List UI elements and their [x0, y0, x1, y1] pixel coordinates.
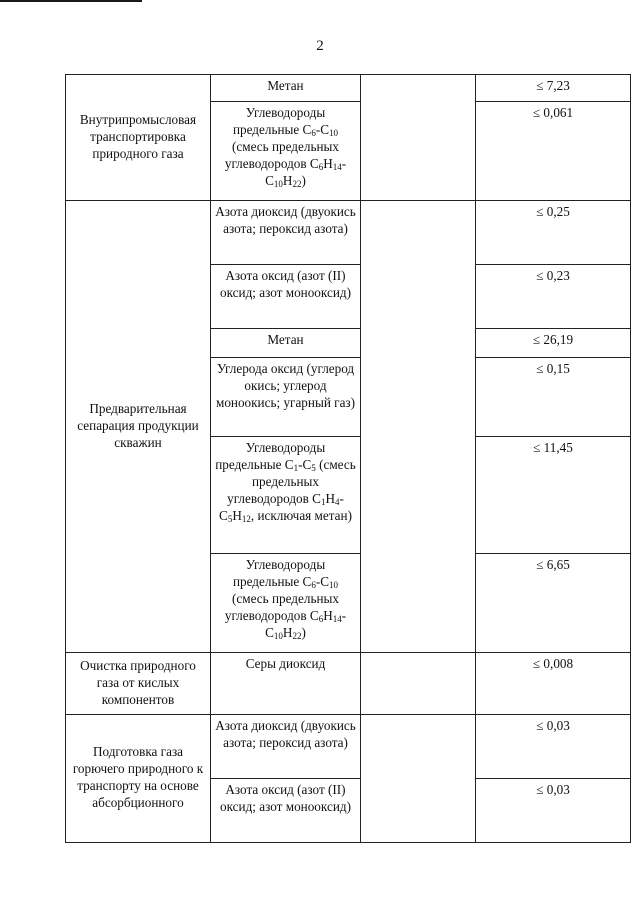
empty-cell — [361, 653, 476, 715]
substance-cell: Азота оксид (азот (II) оксид; азот монооксид) — [211, 779, 361, 843]
table-row — [66, 75, 631, 102]
substance-cell: Метан — [211, 75, 361, 102]
value-cell: ≤ 0,23 — [476, 265, 631, 329]
process-cell: Внутрипромысловая транспортировка природного газа — [66, 75, 211, 201]
value-cell: ≤ 7,23 — [476, 75, 631, 102]
process-cell: Подготовка газа горючего природного к транспорту на основе абсорбционного — [66, 715, 211, 843]
emissions-table — [65, 74, 631, 843]
value-cell: ≤ 26,19 — [476, 329, 631, 358]
empty-cell — [361, 201, 476, 653]
substance-cell: Азота диоксид (двуокись азота; пероксид азота) — [211, 201, 361, 265]
value-cell: ≤ 0,03 — [476, 779, 631, 843]
header-rule — [0, 0, 142, 2]
process-cell: Очистка природного газа от кислых компонентов — [66, 653, 211, 715]
substance-cell: Углерода оксид (углерод окись; углерод моноокись; угарный газ) — [211, 358, 361, 437]
substance-cell: Серы диоксид — [211, 653, 361, 715]
substance-cell: Углеводороды предельные $C_6-C_{10}$ (смесь предельных углеводородов $C_6H_{14}-C_{10}H_{22}$) — [211, 554, 361, 653]
substance-cell: Углеводороды предельные $C_6-C_{10}$ (смесь предельных углеводородов $C_6H_{14}-C_{10}H_{22}$) — [211, 102, 361, 201]
empty-cell — [361, 75, 476, 201]
value-cell: ≤ 6,65 — [476, 554, 631, 653]
value-cell: ≤ 0,25 — [476, 201, 631, 265]
value-cell: ≤ 0,15 — [476, 358, 631, 437]
table-row — [66, 201, 631, 265]
empty-cell — [361, 715, 476, 843]
process-cell: Предварительная сепарация продукции скважин — [66, 201, 211, 653]
page-number: 2 — [316, 38, 324, 54]
table-row — [66, 715, 631, 779]
value-cell: ≤ 11,45 — [476, 437, 631, 554]
substance-cell: Азота оксид (азот (II) оксид; азот монооксид) — [211, 265, 361, 329]
substance-cell: Метан — [211, 329, 361, 358]
value-cell: ≤ 0,03 — [476, 715, 631, 779]
substance-cell: Углеводороды предельные $C_1-C_5$ (смесь предельных углеводородов $C_1H_4-C_5H_{12}$, исключая метан) — [211, 437, 361, 554]
table-row — [66, 653, 631, 715]
value-cell: ≤ 0,061 — [476, 102, 631, 201]
substance-cell: Азота диоксид (двуокись азота; пероксид азота) — [211, 715, 361, 779]
value-cell: ≤ 0,008 — [476, 653, 631, 715]
